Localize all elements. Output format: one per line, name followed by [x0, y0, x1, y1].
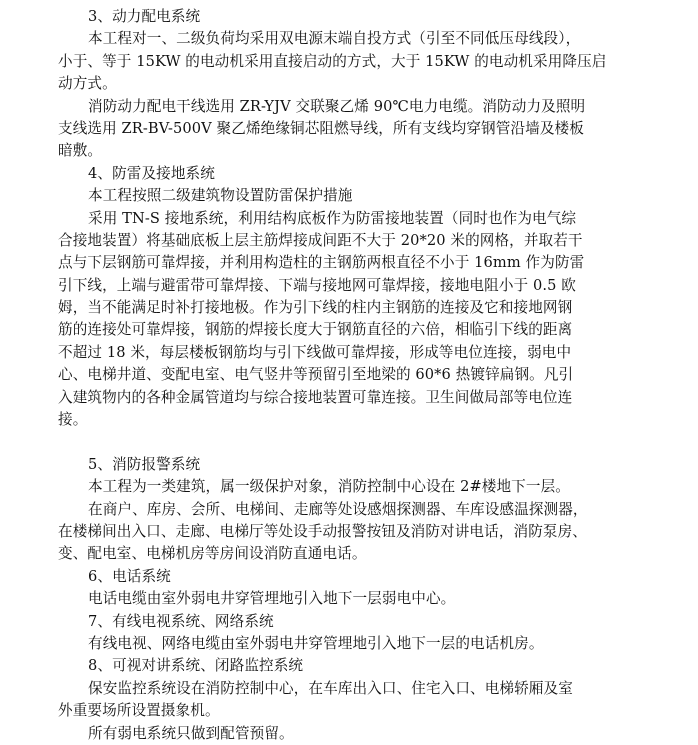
- paragraph-line: 小于、等于 15KW 的电动机采用直接启动的方式，大于 15KW 的电动机采用降压启: [58, 52, 607, 70]
- paragraph-line: 不超过 18 米，每层楼板钢筋均与引下线做可靠焊接，形成等电位连接，弱电中: [58, 343, 572, 361]
- section-heading: 5、消防报警系统: [88, 455, 201, 473]
- section-heading: 3、动力配电系统: [88, 8, 201, 25]
- paragraph-line: 采用 TN-S 接地系统，利用结构底板作为防雷接地装置（同时也作为电气综: [88, 209, 577, 227]
- paragraph-line: 本工程按照二级建筑物设置防雷保护措施: [88, 187, 353, 205]
- paragraph-line: 入建筑物内的各种金属管道均与综合接地装置可靠连接。卫生间做局部等电位连: [58, 388, 573, 406]
- paragraph-line: 合接地装置）将基础底板上层主筋焊接成间距不大于 20*20 米的网格，并取若干: [58, 231, 583, 249]
- paragraph-line: 消防动力配电干线选用 ZR-YJV 交联聚乙烯 90℃电力电缆。消防动力及照明: [88, 97, 586, 115]
- section-heading: 8、可视对讲系统、闭路监控系统: [88, 657, 304, 675]
- paragraph-line: 点与下层钢筋可靠焊接，并利用构造柱的主钢筋两根直径不小于 16mm 作为防雷: [58, 254, 585, 272]
- paragraph-line: 接。: [58, 411, 88, 429]
- section-heading: 4、防雷及接地系统: [88, 164, 215, 182]
- paragraph-line: 动方式。: [58, 75, 117, 93]
- paragraph-line: 保安监控系统设在消防控制中心，在车库出入口、住宅入口、电梯轿厢及室: [88, 679, 573, 697]
- paragraph-line: 本工程为一类建筑，属一级保护对象，消防控制中心设在 2#楼地下一层。: [88, 478, 570, 496]
- paragraph-line: 所有弱电系统只做到配管预留。: [88, 724, 294, 742]
- section-heading: 6、电话系统: [88, 567, 171, 585]
- section-heading: 7、有线电视系统、网络系统: [88, 612, 274, 630]
- paragraph-line: 暗敷。: [58, 142, 103, 160]
- paragraph-line: 在楼梯间出入口、走廊、电梯厅等处设手动报警按钮及消防对讲电话，消防泵房、: [58, 522, 587, 540]
- paragraph-line: 有线电视、网络电缆由室外弱电井穿管埋地引入地下一层的电话机房。: [88, 634, 544, 652]
- paragraph-line: 变、配电室、电梯机房等房间设消防直通电话。: [58, 545, 367, 563]
- paragraph-line: 在商户、库房、会所、电梯间、走廊等处设感烟探测器、车库设感温探测器，: [88, 500, 588, 518]
- paragraph-line: 姆，当不能满足时补打接地极。作为引下线的柱内主钢筋的连接及它和接地网钢: [58, 299, 573, 317]
- paragraph-line: 支线选用 ZR-BV-500V 聚乙烯绝缘铜芯阻燃导线，所有支线均穿钢管沿墙及楼板: [58, 119, 584, 137]
- paragraph-line: 本工程对一、二级负荷均采用双电源末端自投方式（引至不同低压母线段），: [88, 30, 581, 48]
- paragraph-line: 心、电梯井道、变配电室、电气竖井等预留引至地梁的 60*6 热镀锌扁钢。凡引: [58, 366, 574, 384]
- paragraph-line: 电话电缆由室外弱电井穿管埋地引入地下一层弱电中心。: [88, 590, 456, 608]
- paragraph-line: 引下线，上端与避雷带可靠焊接、下端与接地网可靠焊接，接地电阻小于 0.5 欧: [58, 276, 576, 294]
- paragraph-line: 外重要场所设置摄象机。: [58, 702, 220, 720]
- paragraph-line: [58, 431, 676, 453]
- paragraph-line: 筋的连接处可靠焊接，钢筋的焊接长度大于钢筋直径的六倍，相临引下线的距离: [58, 321, 573, 339]
